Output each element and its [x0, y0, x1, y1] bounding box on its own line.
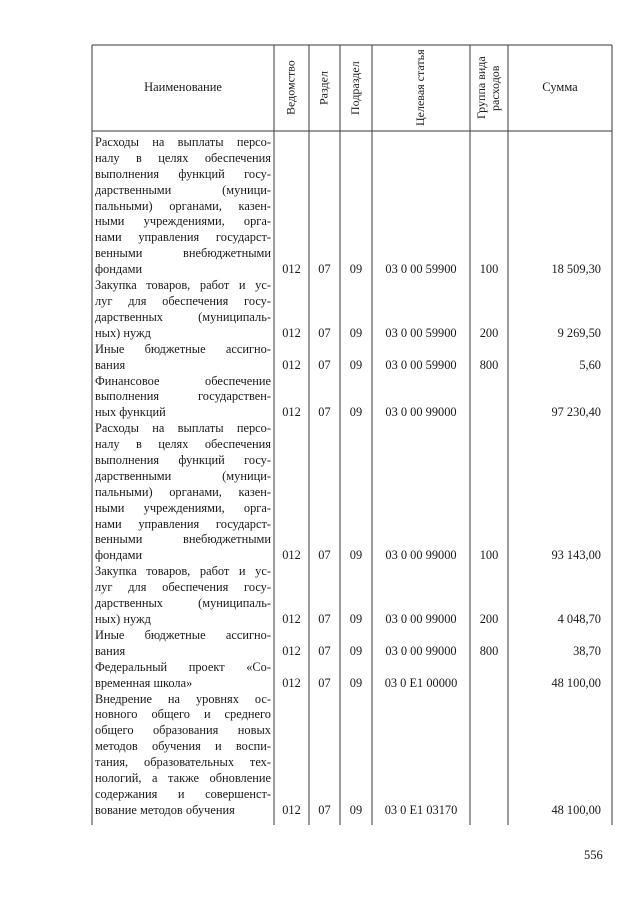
row-name-line: Закупка товаров, работ и ус- [95, 564, 271, 579]
row-dept: 012 [282, 405, 301, 420]
header-dept: Ведомство [283, 60, 298, 116]
row-section: 07 [318, 325, 331, 340]
header-target: Целевая статья [413, 49, 428, 127]
row-section: 07 [318, 357, 331, 372]
row-name-line: общего образования новых [95, 723, 271, 738]
row-group: 200 [479, 612, 499, 626]
row-name [95, 564, 271, 628]
row-name-line: нами управления государст- [95, 230, 271, 245]
row-group: 800 [479, 643, 499, 658]
row-name-line: фондами [95, 262, 143, 277]
row-subsection: 09 [349, 325, 363, 340]
row-name-line: Иные бюджетные ассигно- [95, 627, 271, 642]
row-group: 200 [479, 325, 499, 340]
row-name-line: выполнения функций госу- [95, 166, 271, 181]
row-name-line: ными учреждениями, орга- [95, 500, 271, 515]
row-name-line: новного общего и среднего [95, 707, 271, 722]
header-section: Раздел [316, 71, 331, 105]
header-sum: Сумма [542, 80, 578, 94]
row-sum: 9 269,50 [557, 325, 601, 340]
row-target: 03 0 E1 00000 [384, 675, 458, 690]
row-name-line: налу в целях обеспечения [95, 150, 271, 165]
row-name-line: венными внебюджетными [95, 246, 271, 261]
row-dept: 012 [282, 612, 301, 626]
row-group: 100 [479, 548, 499, 563]
row-subsection: 09 [349, 643, 363, 658]
row-subsection: 09 [349, 675, 363, 690]
row-section: 07 [318, 405, 331, 420]
row-name-line: ных) нужд [95, 611, 151, 626]
header-name: Наименование [144, 80, 222, 94]
row-name-line: нологий, а также обновление [95, 770, 271, 785]
row-sum: 18 509,30 [551, 262, 601, 277]
row-name-line: луг для обеспечения госу- [95, 293, 271, 308]
row-subsection: 09 [349, 262, 363, 277]
row-name-line: ными учреждениями, орга- [95, 214, 271, 229]
row-name-line: нами управления государст- [95, 516, 271, 531]
row-name-line: Расходы на выплаты персо- [95, 421, 271, 436]
row-name-line: пальными) органами, казен- [95, 198, 271, 213]
row-name [95, 692, 271, 819]
row-dept: 012 [282, 643, 301, 658]
row-sum: 4 048,70 [557, 612, 601, 626]
row-group: 100 [479, 262, 499, 277]
row-dept: 012 [282, 357, 301, 372]
page-number: 556 [584, 848, 603, 862]
row-name-line: содержания и совершенст- [95, 786, 271, 801]
row-name-line: дарственных (муниципаль- [95, 596, 271, 611]
row-name-line: налу в целях обеспечения [95, 437, 271, 452]
row-sum: 48 100,00 [551, 675, 601, 690]
row-name-line: дарственных (муниципаль- [95, 309, 271, 324]
row-target: 03 0 E1 03170 [384, 802, 458, 817]
row-name-line: венными внебюджетными [95, 532, 271, 547]
row-name-line: вания [95, 357, 126, 372]
header-group: Группа вида расходов [474, 56, 502, 120]
row-sum: 48 100,00 [551, 802, 601, 817]
row-name-line: выполнения государствен- [95, 389, 271, 404]
row-name-line: дарственными (муници- [95, 182, 271, 197]
row-section: 07 [318, 643, 331, 658]
row-name-line: вование методов обучения [95, 802, 235, 817]
row-name [95, 421, 271, 564]
row-sum: 93 143,00 [551, 548, 601, 563]
row-target: 03 0 00 59900 [385, 262, 457, 277]
row-name-line: пальными) органами, казен- [95, 484, 271, 499]
row-target: 03 0 00 99000 [385, 405, 457, 420]
row-dept: 012 [282, 325, 301, 340]
row-target: 03 0 00 59900 [385, 325, 457, 340]
row-name-line: временная школа» [95, 675, 193, 690]
row-name-line: фондами [95, 548, 143, 563]
row-sum: 38,70 [573, 643, 601, 658]
row-name-line: Закупка товаров, работ и ус- [95, 278, 271, 293]
row-section: 07 [318, 548, 331, 563]
row-subsection: 09 [349, 802, 363, 817]
row-dept: 012 [282, 802, 301, 817]
row-name-line: Федеральный проект «Со- [95, 659, 271, 674]
row-section: 07 [318, 802, 331, 817]
row-section: 07 [318, 675, 331, 690]
row-target: 03 0 00 99000 [385, 612, 457, 626]
row-subsection: 09 [349, 357, 363, 372]
row-subsection: 09 [349, 612, 363, 626]
row-name-line: выполнения функций госу- [95, 452, 271, 467]
row-name-line: Финансовое обеспечение [95, 373, 271, 388]
row-target: 03 0 00 99000 [385, 643, 457, 658]
row-section: 07 [318, 612, 331, 626]
row-name [95, 135, 271, 278]
row-name-line: вания [95, 643, 126, 658]
row-name [95, 660, 271, 692]
row-name-line: методов обучения и воспи- [95, 739, 271, 754]
row-name-line: дарственными (муници- [95, 468, 271, 483]
row-name-line: луг для обеспечения госу- [95, 580, 271, 595]
row-name [95, 628, 271, 660]
row-dept: 012 [282, 675, 301, 690]
header-subsection: Подраздел [348, 61, 363, 115]
row-subsection: 09 [349, 548, 363, 563]
row-section: 07 [318, 262, 331, 277]
row-name-line: тания, образовательных тех- [95, 755, 271, 770]
row-name-line: ных) нужд [95, 325, 151, 340]
row-sum: 5,60 [579, 357, 601, 372]
row-dept: 012 [282, 262, 301, 277]
row-subsection: 09 [349, 405, 363, 420]
row-name-line: Внедрение на уровнях ос- [95, 691, 271, 706]
row-group: 800 [479, 357, 499, 372]
row-sum: 97 230,40 [551, 405, 601, 420]
row-name [95, 342, 271, 374]
row-target: 03 0 00 59900 [385, 357, 457, 372]
row-target: 03 0 00 99000 [385, 548, 457, 563]
row-name-line: Иные бюджетные ассигно- [95, 341, 271, 356]
row-dept: 012 [282, 548, 301, 563]
row-name-line: ных функций [95, 405, 166, 420]
row-name [95, 374, 271, 422]
row-name [95, 278, 271, 342]
row-name-line: Расходы на выплаты персо- [95, 135, 271, 149]
